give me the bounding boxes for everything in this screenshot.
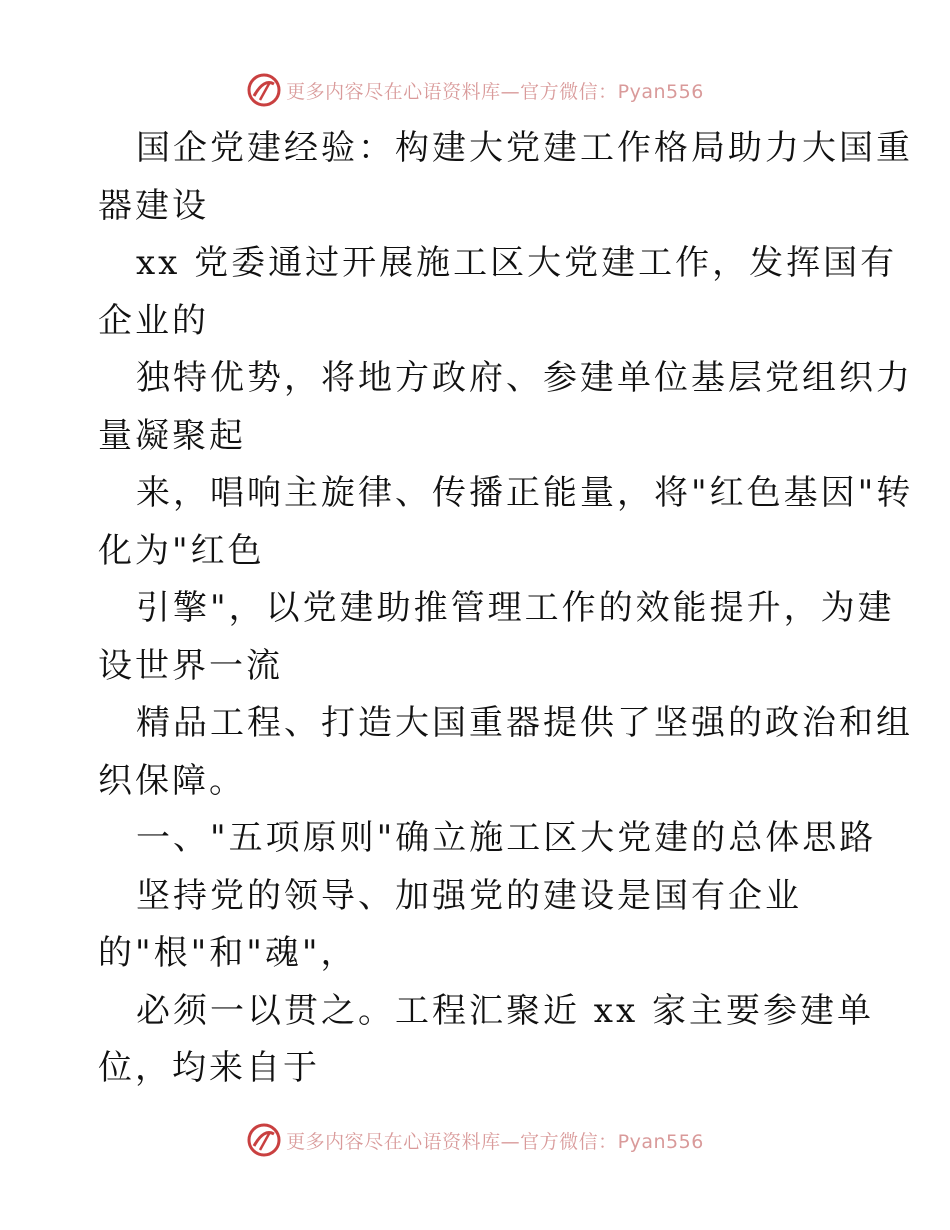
paragraph-line: 位，均来自于 bbox=[98, 1048, 320, 1088]
paragraph-line: 坚持党的领导、加强党的建设是国有企业 bbox=[136, 875, 802, 916]
document-body bbox=[98, 120, 914, 1098]
paragraph-line: 量凝聚起 bbox=[98, 415, 246, 456]
paragraph-line: 企业的 bbox=[98, 300, 209, 341]
paragraph-line: 引擎"，以党建助推管理工作的效能提升，为建 bbox=[136, 588, 895, 628]
header-watermark-wechat: —官方微信：Pyan556 bbox=[500, 80, 704, 103]
paragraph-line: 精品工程、打造大国重器提供了坚强的政治和组 bbox=[136, 703, 913, 743]
paragraph-line: xx 党委通过开展施工区大党建工作，发挥国有 bbox=[136, 243, 898, 283]
footer-watermark-text: 更多内容尽在心语资料库 bbox=[286, 1130, 501, 1153]
paragraph-line: 独特优势，将地方政府、参建单位基层党组织力 bbox=[136, 358, 913, 398]
header-watermark-text: 更多内容尽在心语资料库 bbox=[286, 80, 501, 103]
paragraph-line: 设世界一流 bbox=[98, 645, 283, 686]
title-line-1: 国企党建经验：构建大党建工作格局助力大国重 bbox=[136, 128, 913, 168]
paragraph-line: 的"根"和"魂"， bbox=[98, 933, 358, 973]
logo-icon bbox=[246, 72, 282, 108]
footer-watermark bbox=[0, 1120, 950, 1160]
paragraph-line: 化为"红色 bbox=[98, 530, 265, 571]
section-heading: 一、"五项原则"确立施工区大党建的总体思路 bbox=[136, 818, 877, 858]
title-line-2: 器建设 bbox=[98, 185, 209, 226]
paragraph-line: 来，唱响主旋律、传播正能量，将"红色基因"转 bbox=[136, 473, 914, 513]
paragraph-line: 织保障。 bbox=[98, 760, 246, 801]
logo-icon bbox=[246, 1122, 282, 1158]
paragraph-line: 必须一以贯之。工程汇聚近 xx 家主要参建单 bbox=[136, 990, 874, 1031]
header-watermark bbox=[0, 70, 950, 110]
footer-watermark-wechat: —官方微信：Pyan556 bbox=[500, 1130, 704, 1153]
